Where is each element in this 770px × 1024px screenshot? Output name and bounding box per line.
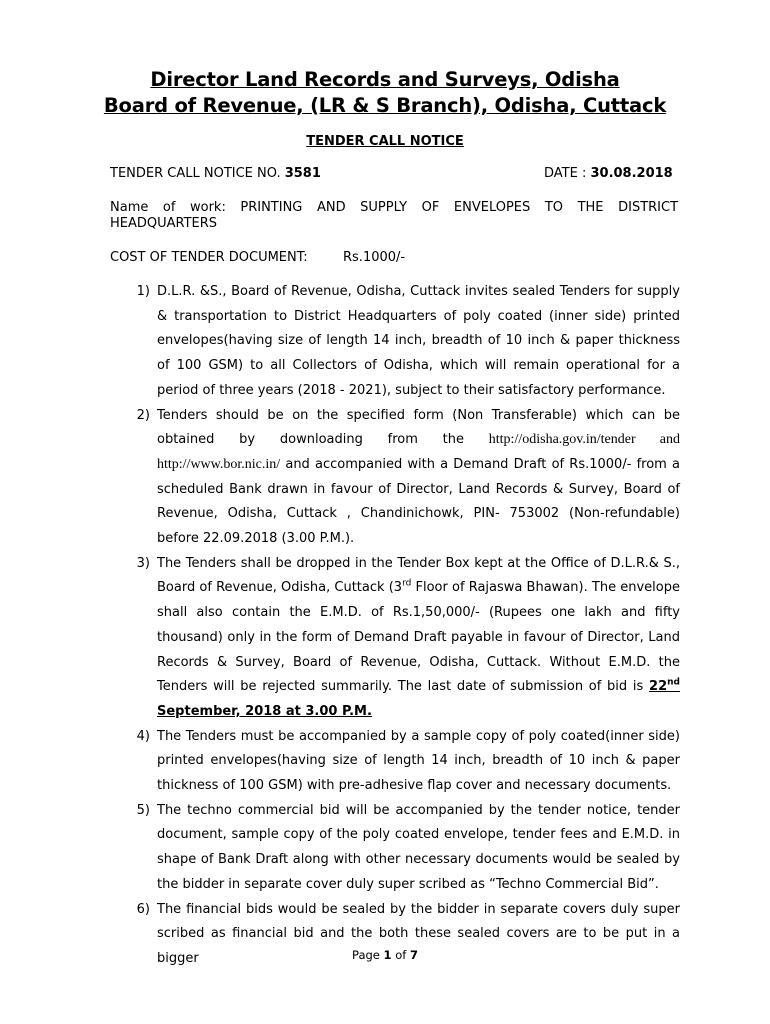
item-text: The Tenders shall be dropped in the Tender Box kept at the Office of D.L.R.& S., Board of Revenue, Odisha, Cuttack (3: [157, 555, 680, 596]
item-text: Tenders should be on the specified form (Non Transferable) which can be obtained by downloading from the: [157, 407, 680, 448]
of-label: of: [395, 948, 407, 962]
item-text: and accompanied with a Demand Draft of Rs.1000/- from a scheduled Bank drawn in favour of Director, Land Records & Survey, Board of Revenue, Odisha, Cuttack , Chandinichowk, PIN- 753002 (Non-refundable) before 22.09.2018 (3.00 P.M.).: [157, 456, 680, 547]
notice-date-label: DATE :: [544, 166, 587, 181]
item-text: The techno commercial bid will be accompanied by the tender notice, tender document, sample copy of the poly coated envelope, tender fees and E.M.D. in shape of Bank Draft along with other necessary documents would be sealed by the bidder in separate cover duly super scribed as “Techno Commercial Bid”.: [157, 802, 680, 892]
name-of-work-line-2: HEADQUARTERS: [110, 216, 218, 231]
item-number: 3): [136, 555, 150, 571]
name-of-work: [110, 200, 678, 215]
work-word: OF: [421, 200, 440, 215]
cost-value: Rs.1000/-: [343, 250, 406, 265]
terms-list: [110, 280, 680, 972]
tender-link-odisha[interactable]: http://odisha.gov.in/tender: [488, 432, 636, 448]
title-line-1: Director Land Records and Surveys, Odisha: [150, 68, 620, 91]
cost-label: COST OF TENDER DOCUMENT:: [110, 250, 308, 265]
work-word: ENVELOPES: [453, 200, 531, 215]
deadline-text: 22nd September, 2018 at 3.00 P.M.: [157, 677, 680, 719]
item-number: 6): [136, 901, 150, 917]
item-text: and: [635, 432, 681, 448]
list-item: [110, 404, 680, 552]
work-word: TO: [544, 200, 564, 215]
work-word: Name of work: PRINTING: [110, 200, 303, 215]
list-item: [110, 280, 680, 404]
page-current: 1: [383, 948, 392, 962]
work-word: THE: [577, 200, 604, 215]
title-line-2: Board of Revenue, (LR & S Branch), Odisha, Cuttack: [103, 94, 667, 117]
notice-heading: TENDER CALL NOTICE: [306, 134, 464, 149]
item-number: 5): [136, 802, 150, 818]
page-total: 7: [409, 948, 418, 962]
superscript: rd: [402, 579, 412, 590]
notice-number: [110, 166, 321, 181]
notice-number-label: TENDER CALL NOTICE NO.: [110, 166, 281, 181]
item-number: 1): [136, 284, 150, 299]
notice-date-value: 30.08.2018: [590, 166, 673, 181]
notice-date: [544, 166, 673, 181]
list-item: [110, 725, 680, 799]
item-text: The Tenders must be accompanied by a sample copy of poly coated(inner side) printed envelopes(having size of length 14 inch, breadth of 10 inch & paper thickness of 100 GSM) with pre-adhesive flap cover and necessary documents.: [157, 728, 680, 794]
work-word: DISTRICT: [618, 200, 679, 215]
item-text: The financial bids would be sealed by the bidder in separate covers duly super scribed as financial bid and the both these sealed covers are to be put in a bigger: [157, 901, 680, 966]
list-item: [110, 799, 680, 898]
list-item: [110, 552, 680, 725]
work-word: SUPPLY: [360, 200, 408, 215]
item-number: 2): [136, 407, 150, 423]
item-text: Floor of Rajaswa Bhawan). The envelope shall also contain the E.M.D. of Rs.1,50,000/- (Rupees one lakh and fifty thousand) only in the form of Demand Draft payable in favour of Director, Land Records & Survey, Board of Revenue, Odisha, Cuttack. Without E.M.D. the Tenders will be rejected summarily. The last date of submission of bid is: [157, 580, 680, 695]
tender-link-bor[interactable]: http://www.bor.nic.in/: [157, 456, 281, 472]
item-number: 4): [136, 728, 150, 744]
work-word: AND: [316, 200, 346, 215]
notice-number-value: 3581: [284, 166, 321, 181]
page-footer: [0, 948, 770, 962]
page-label: Page: [352, 948, 380, 962]
item-text: D.L.R. &S., Board of Revenue, Odisha, Cuttack invites sealed Tenders for supply & transportation to District Headquarters of poly coated (inner side) printed envelopes(having size of length 14 inch, breadth of 10 inch & paper thickness of 100 GSM) to all Collectors of Odisha, which will remain operational for a period of three years (2018 - 2021), subject to their satisfactory performance.: [157, 284, 680, 398]
